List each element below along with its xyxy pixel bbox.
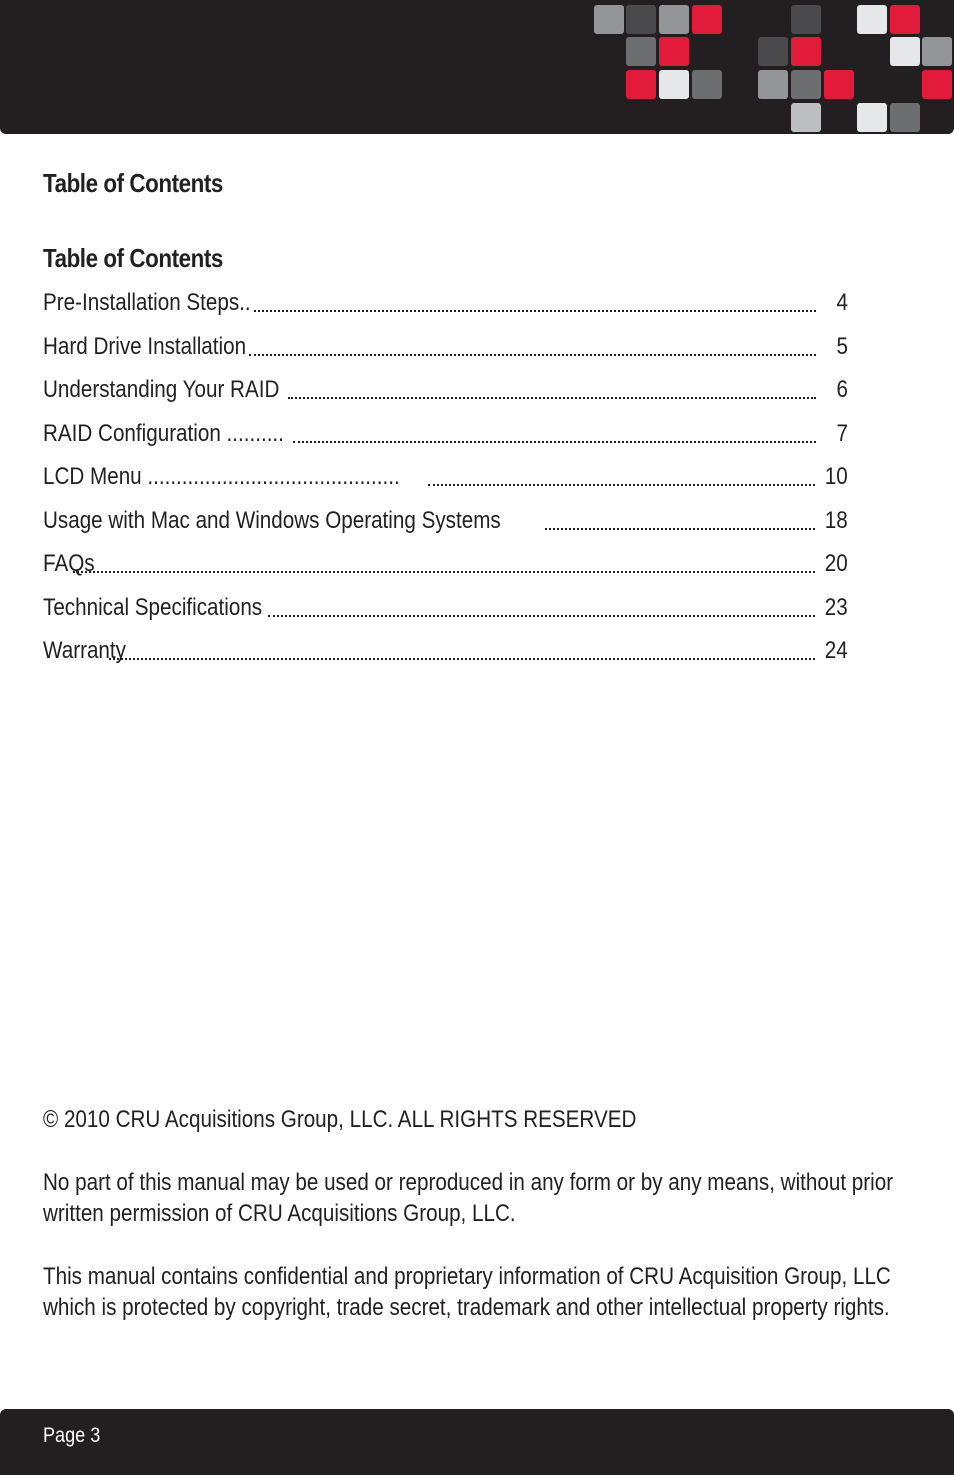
decorative-square	[626, 70, 656, 99]
toc-entry-label: Understanding Your RAID	[43, 376, 280, 403]
toc-entry[interactable]	[43, 332, 848, 376]
decorative-square	[791, 103, 821, 132]
toc-entry[interactable]	[43, 419, 848, 463]
decorative-square	[791, 70, 821, 99]
toc-leader-dots	[545, 506, 815, 530]
decorative-square	[890, 103, 920, 132]
toc-leader-dots	[428, 462, 816, 486]
decorative-square	[758, 37, 788, 66]
toc-entry-page: 10	[825, 463, 848, 490]
page-number: Page 3	[43, 1424, 101, 1447]
toc-entry-page: 7	[836, 419, 848, 447]
page-heading: Table of Contents	[43, 168, 223, 198]
decorative-square	[758, 70, 788, 99]
toc-entry-page: 24	[825, 637, 848, 664]
legal-notice	[43, 1104, 894, 1355]
decorative-square	[791, 37, 821, 66]
toc-entry-label: RAID Configuration ..........	[43, 419, 284, 447]
toc-entry-label: Usage with Mac and Windows Operating Systems	[43, 506, 501, 534]
toc-entry-label: Warranty	[43, 637, 126, 664]
decorative-square	[824, 70, 854, 99]
toc-entry-page: 23	[825, 593, 848, 621]
decorative-square	[857, 5, 887, 34]
confidentiality-notice: This manual contains confidential and proprietary information of CRU Acquisition Group, LLC which is protected by copyright, trade secret, trademark and other intellectual property rights.	[43, 1263, 891, 1321]
toc-leader-dots	[109, 636, 815, 660]
toc-entry-page: 4	[836, 289, 848, 316]
decorative-square	[922, 37, 952, 66]
toc-entry[interactable]	[43, 462, 848, 506]
decorative-square	[659, 37, 689, 66]
toc-entry[interactable]	[43, 593, 848, 637]
toc-entry[interactable]	[43, 549, 848, 593]
toc-entry-page: 20	[825, 550, 848, 577]
toc-leader-dots	[293, 419, 816, 443]
decorative-square	[922, 70, 952, 99]
decorative-square	[857, 103, 887, 132]
decorative-square	[791, 5, 821, 34]
toc-entry-label: FAQs	[43, 550, 95, 577]
toc-entry[interactable]	[43, 506, 848, 550]
decorative-square	[890, 37, 920, 66]
toc-leader-dots	[249, 332, 816, 356]
decorative-square	[659, 70, 689, 99]
toc-entry[interactable]	[43, 375, 848, 419]
toc-entry-label: Technical Specifications	[43, 593, 263, 621]
decorative-square	[659, 5, 689, 34]
decorative-square	[626, 5, 656, 34]
decorative-square	[692, 70, 722, 99]
decorative-square	[692, 5, 722, 34]
header-banner	[0, 0, 954, 134]
decorative-square	[626, 37, 656, 66]
toc-entry-page: 18	[825, 506, 848, 534]
toc-title: Table of Contents	[43, 243, 223, 273]
copyright-line: © 2010 CRU Acquisitions Group, LLC. ALL RIGHTS RESERVED	[43, 1106, 637, 1133]
toc-entry-page: 5	[836, 332, 848, 360]
toc-list	[43, 288, 848, 680]
toc-leader-dots	[254, 288, 816, 312]
toc-entry[interactable]	[43, 288, 848, 332]
toc-leader-dots	[268, 593, 815, 617]
footer-bar	[0, 1409, 954, 1475]
decorative-square	[594, 5, 624, 34]
reproduction-notice: No part of this manual may be used or reproduced in any form or by any means, without prior written permission of CRU Acquisitions Group, LLC.	[43, 1169, 894, 1227]
toc-entry[interactable]	[43, 636, 848, 680]
toc-entry-page: 6	[836, 376, 848, 403]
toc-entry-label: LCD Menu ............................................	[43, 463, 400, 490]
toc-entry-label: Pre-Installation Steps..	[43, 289, 251, 316]
toc-entry-label: Hard Drive Installation	[43, 332, 247, 360]
decorative-square	[890, 5, 920, 34]
toc-leader-dots	[73, 549, 815, 573]
toc-leader-dots	[288, 375, 816, 399]
